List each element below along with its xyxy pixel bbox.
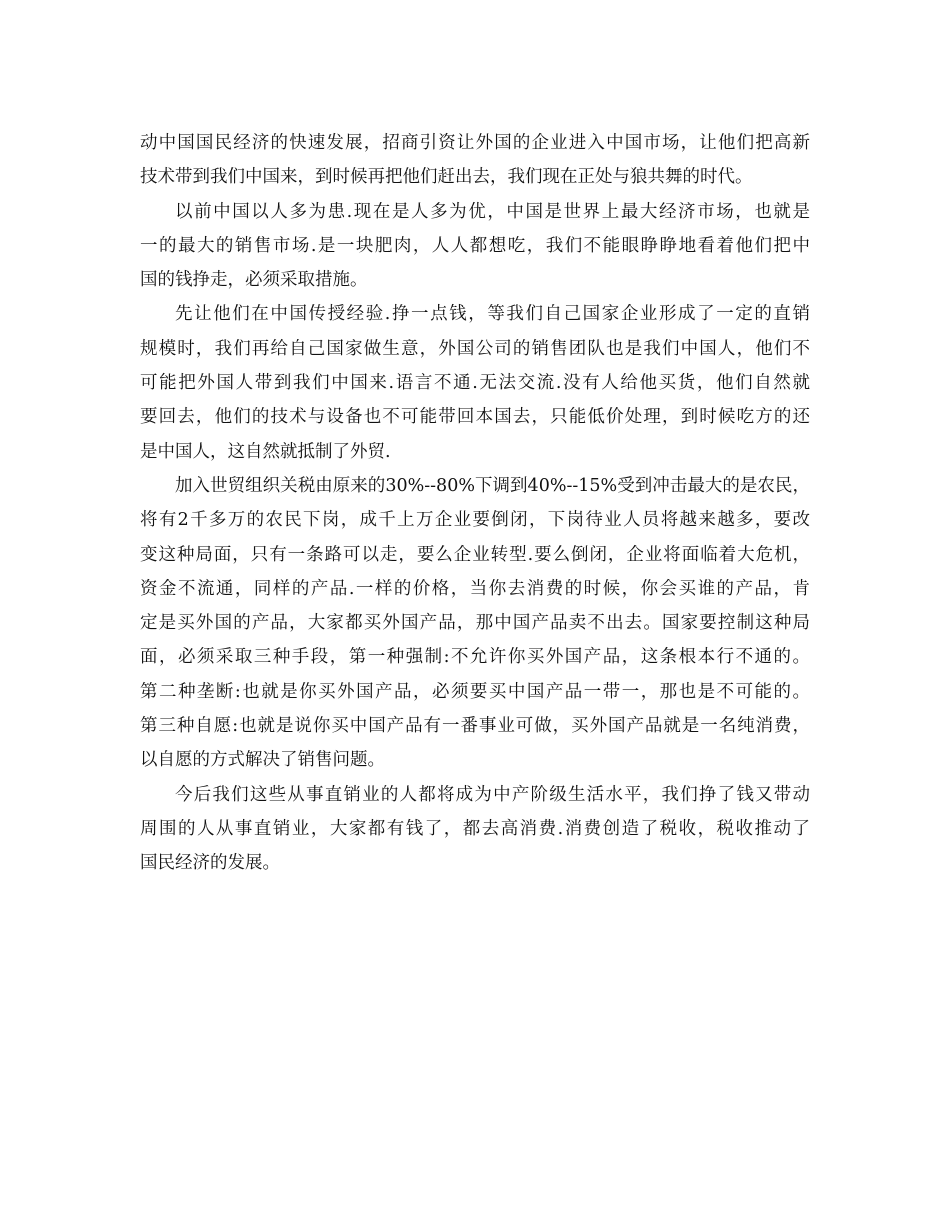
text-line: 第二种垄断:也就是你买外国产品，必须要买中国产品一带一，那也是不可能的。: [140, 681, 810, 702]
text-line: 要回去，他们的技术与设备也不可能带回本国去，只能低价处理，到时候吃方的还: [140, 407, 810, 428]
text-line: 变这种局面，只有一条路可以走，要么企业转型.要么倒闭，企业将面临着大危机，: [140, 544, 810, 565]
text-line: 国的钱挣走，必须采取措施。: [140, 270, 368, 291]
text-line: 技术带到我们中国来，到时候再把他们赶出去，我们现在正处与狼共舞的时代。: [140, 167, 753, 188]
text-line: 定是买外国的产品，大家都买外国产品，那中国产品卖不出去。国家要控制这种局: [140, 613, 810, 634]
paragraph-first-line: 以前中国以人多为患.现在是人多为优，中国是世界上最大经济市场，也就是: [175, 201, 810, 222]
text-line: 资金不流通，同样的产品.一样的价格，当你去消费的时候，你会买谁的产品，肯: [140, 578, 810, 599]
text-line: 规模时，我们再给自己国家做生意，外国公司的销售团队也是我们中国人，他们不: [140, 338, 810, 359]
text-line: 国民经济的发展。: [140, 853, 280, 874]
body-text: [140, 126, 810, 881]
paragraph-first-line: 先让他们在中国传授经验.挣一点钱，等我们自己国家企业形成了一定的直销: [175, 304, 810, 325]
text-line: 一的最大的销售市场.是一块肥肉，人人都想吃，我们不能眼睁睁地看着他们把中: [140, 235, 810, 256]
text-line: 以自愿的方式解决了销售问题。: [140, 750, 385, 771]
paragraph-first-line: 今后我们这些从事直销业的人都将成为中产阶级生活水平，我们挣了钱又带动: [175, 784, 810, 805]
text-line: 将有2千多万的农民下岗，成千上万企业要倒闭，下岗待业人员将越来越多，要改: [140, 510, 810, 531]
text-line: 是中国人，这自然就抵制了外贸.: [140, 441, 391, 462]
text-line: 动中国国民经济的快速发展，招商引资让外国的企业进入中国市场，让他们把高新: [140, 133, 810, 153]
paragraph-first-line: 加入世贸组织关税由原来的30%--80%下调到40%--15%受到冲击最大的是农民，: [175, 475, 810, 496]
text-line: 周围的人从事直销业，大家都有钱了，都去高消费.消费创造了税收，税收推动了: [140, 818, 810, 839]
text-line: 可能把外国人带到我们中国来.语言不通.无法交流.没有人给他买货，他们自然就: [140, 373, 810, 394]
text-line: 第三种自愿:也就是说你买中国产品有一番事业可做，买外国产品就是一名纯消费，: [140, 716, 810, 737]
text-line: 面，必须采取三种手段，第一种强制:不允许你买外国产品，这条根本行不通的。: [140, 647, 810, 668]
